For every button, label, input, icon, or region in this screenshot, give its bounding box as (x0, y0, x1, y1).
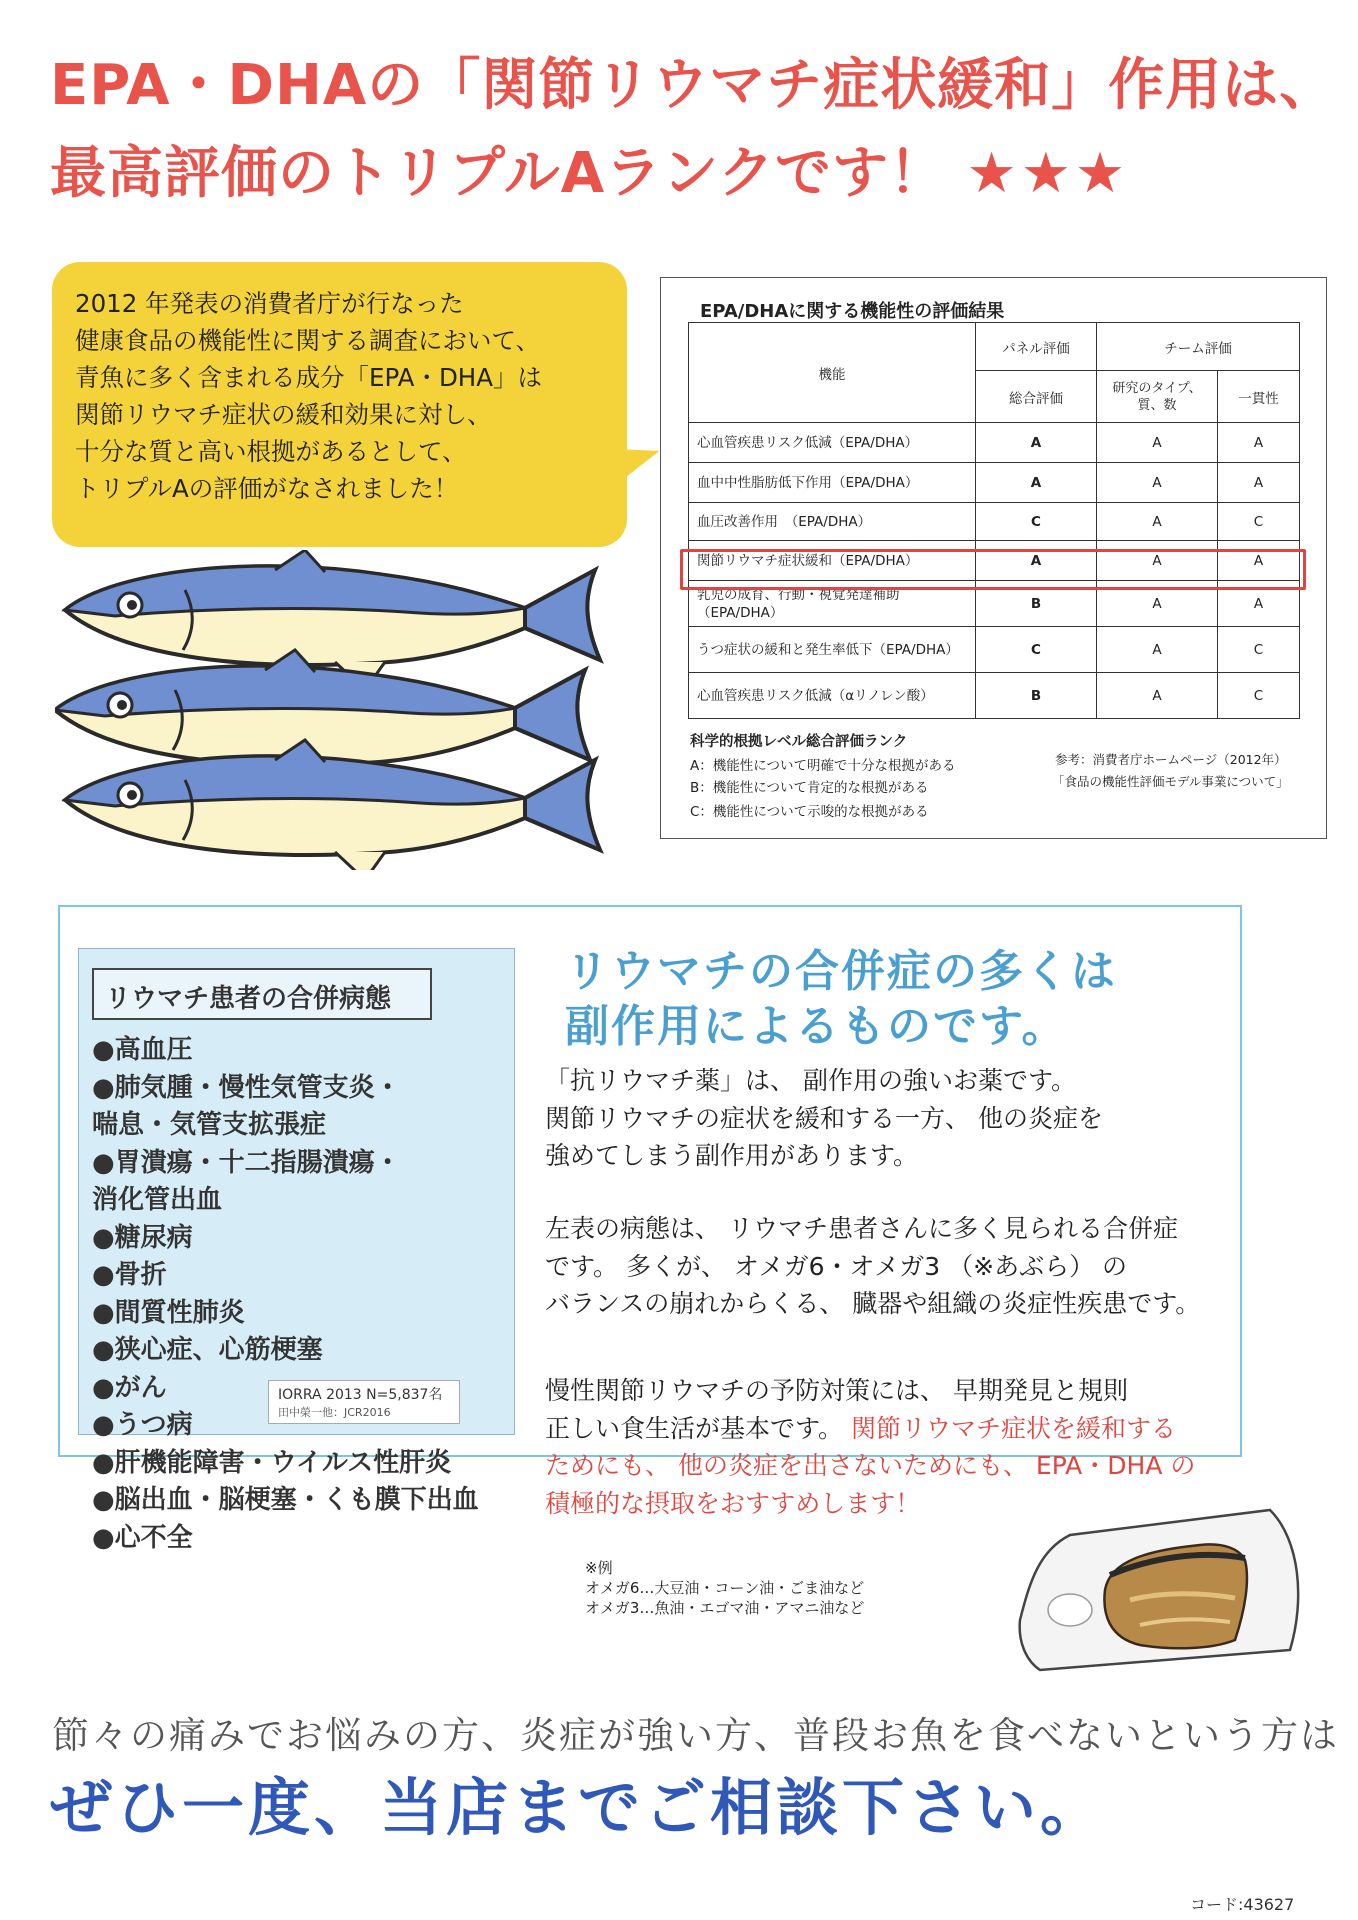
row-function: 乳児の成育、行動・視覚発達補助（EPA/DHA） (689, 581, 976, 627)
row-consistency: A (1218, 581, 1300, 627)
list-item: ●肺気腫・慢性気管支炎・ (92, 1072, 401, 1103)
list-item: ●うつ病 (92, 1410, 193, 1440)
list-item: ●狭心症、心筋梗塞 (92, 1335, 323, 1365)
row-study: A (1097, 503, 1218, 541)
row-consistency: A (1218, 423, 1300, 463)
header-overall: 総合評価 (976, 371, 1097, 423)
row-function: 心血管疾患リスク低減（αリノレン酸） (689, 673, 976, 719)
highlight-frame (680, 549, 1306, 590)
row-overall: A (976, 463, 1097, 503)
headline (50, 42, 1337, 218)
list-item: ●間質性肺炎 (92, 1297, 245, 1328)
bubble-text (75, 285, 620, 507)
paragraph-line: です。 多くが、 オメガ6・オメガ3 （※あぶら） の (545, 1251, 1128, 1281)
header-study-type: 研究のタイプ、質、数 (1097, 371, 1218, 423)
omega-note (585, 1558, 864, 1618)
row-overall: B (976, 673, 1097, 719)
table-row (689, 423, 1300, 463)
rank-title: 科学的根拠レベル総合評価ランク (690, 734, 908, 750)
row-consistency: C (1218, 627, 1300, 673)
row-consistency: C (1218, 673, 1300, 719)
bubble-line: 健康食品の機能性に関する調査において、 (75, 326, 541, 355)
note-title: ※例 (585, 1559, 613, 1577)
results-table-title: EPA/DHAに関する機能性の評価結果 (700, 301, 1005, 322)
paragraph-line: 慢性関節リウマチの予防対策には、 早期発見と規則 (545, 1376, 1128, 1405)
paragraph-text: 正しい食生活が基本です。 (545, 1413, 844, 1443)
list-item-continued: 喘息・気管支拡張症 (92, 1110, 327, 1140)
paragraph-highlight-line: 積極的な摂取をおすすめします！ (545, 1488, 921, 1518)
bubble-line: 関節リウマチ症状の緩和効果に対し、 (75, 400, 492, 429)
table-row (689, 627, 1300, 673)
row-consistency: C (1218, 503, 1300, 541)
row-consistency: A (1218, 463, 1300, 503)
study-citation-line-1: IORRA 2013 N=5,837名 (278, 1387, 443, 1403)
row-function: 関節リウマチ症状緩和（EPA/DHA） (689, 541, 976, 581)
paragraph-line: 強めてしまう副作用があります。 (545, 1141, 919, 1170)
reference-line-1: 参考：消費者庁ホームページ（2012年） (1055, 752, 1287, 767)
paragraph-line: 関節リウマチの症状を緩和する一方、 他の炎症を (545, 1103, 1103, 1133)
row-study: A (1097, 581, 1218, 627)
row-consistency: A (1218, 541, 1300, 581)
row-overall: A (976, 541, 1097, 581)
row-study: A (1097, 463, 1218, 503)
table-row (689, 673, 1300, 719)
list-item: ●脳出血・脳梗塞・くも膜下出血 (92, 1485, 479, 1515)
table-row (689, 463, 1300, 503)
paragraph-2 (545, 1210, 1235, 1323)
list-item: ●糖尿病 (92, 1222, 193, 1253)
stars-icon: ★★★ (966, 141, 1130, 206)
paragraph-highlight-line: ためにも、 他の炎症を出さないためにも、 EPA・DHA の (545, 1451, 1196, 1480)
paragraph-line: 左表の病態は、 リウマチ患者さんに多く見られる合併症 (545, 1214, 1178, 1243)
product-code: コード:43627 (1190, 1895, 1295, 1914)
row-function: うつ症状の緩和と発生率低下（EPA/DHA） (689, 627, 976, 673)
study-citation-line-2: 田中榮一他：JCR2016 (278, 1406, 391, 1419)
section-heading-line-1: リウマチの合併症の多くは (565, 946, 1117, 997)
header-team: チーム評価 (1097, 323, 1300, 371)
row-overall: A (976, 423, 1097, 463)
bubble-line: 2012 年発表の消費者庁が行なった (75, 289, 464, 318)
rank-item-b: B：機能性について肯定的な根拠がある (690, 780, 929, 796)
bubble-line: 十分な質と高い根拠があるとして、 (75, 437, 467, 466)
row-overall: C (976, 503, 1097, 541)
row-function: 血中中性脂肪低下作用（EPA/DHA） (689, 463, 976, 503)
row-overall: B (976, 581, 1097, 627)
headline-line-1: EPA・DHAの「関節リウマチ症状緩和」作用は、 (50, 53, 1337, 118)
row-study: A (1097, 673, 1218, 719)
grilled-fish-plate (1010, 1500, 1310, 1675)
complications-list (92, 1032, 522, 1557)
complications-title: リウマチ患者の合併病態 (105, 984, 392, 1014)
mackerel-illustration (55, 550, 655, 870)
fish-icon (55, 550, 655, 870)
reference-line-2: 「食品の機能性評価モデル事業について」 (1052, 774, 1289, 789)
row-overall: C (976, 627, 1097, 673)
paragraph-line: バランスの崩れからくる、 臓器や組織の炎症性疾患です。 (545, 1289, 1201, 1318)
note-line: オメガ6…大豆油・コーン油・ごま油など (585, 1579, 865, 1597)
results-table (688, 322, 1300, 719)
list-item: ●がん (92, 1372, 167, 1403)
list-item: ●高血圧 (92, 1035, 193, 1065)
header-panel: パネル評価 (976, 323, 1097, 371)
consultation-call-to-action: ぜひ一度、当店までご相談下さい。 (50, 1771, 1107, 1844)
row-study: A (1097, 627, 1218, 673)
rank-item-c: C：機能性について示唆的な根拠がある (690, 804, 929, 820)
rank-item-a: A：機能性について明確で十分な根拠がある (690, 758, 956, 774)
paragraph-1 (545, 1062, 1235, 1175)
note-line: オメガ3…魚油・エゴマ油・アマニ油など (585, 1599, 865, 1617)
headline-line-2-text: 最高評価のトリプルAランクです！ (50, 141, 946, 206)
row-study: A (1097, 423, 1218, 463)
grilled-fish-icon (1010, 1500, 1310, 1675)
header-function: 機能 (689, 323, 976, 423)
row-function: 血圧改善作用 （EPA/DHA） (689, 503, 976, 541)
paragraph-line (545, 1410, 1235, 1448)
bubble-line: トリプルAの評価がなされました！ (75, 474, 459, 503)
paragraph-highlight: 関節リウマチ症状を緩和する (850, 1413, 1176, 1443)
list-item: ●骨折 (92, 1260, 167, 1290)
list-item-continued: 消化管出血 (92, 1185, 223, 1215)
headline-line-2 (50, 130, 1320, 218)
bubble-line: 青魚に多く含まれる成分「EPA・DHA」は (75, 363, 542, 392)
header-consistency: 一貫性 (1218, 371, 1300, 423)
list-item: ●心不全 (92, 1522, 193, 1553)
list-item: ●肝機能障害・ウイルス性肝炎 (92, 1447, 452, 1478)
list-item: ●胃潰瘍・十二指腸潰瘍・ (92, 1147, 401, 1178)
paragraph-line: 「抗リウマチ薬」は、 副作用の強いお薬です。 (545, 1066, 1076, 1095)
bottom-message: 節々の痛みでお悩みの方、炎症が強い方、普段お魚を食べないという方は (52, 1714, 1339, 1757)
table-row (689, 503, 1300, 541)
row-function: 心血管疾患リスク低減（EPA/DHA） (689, 423, 976, 463)
row-study: A (1097, 541, 1218, 581)
section-heading-line-2: 副作用によるものです。 (565, 1001, 1068, 1052)
